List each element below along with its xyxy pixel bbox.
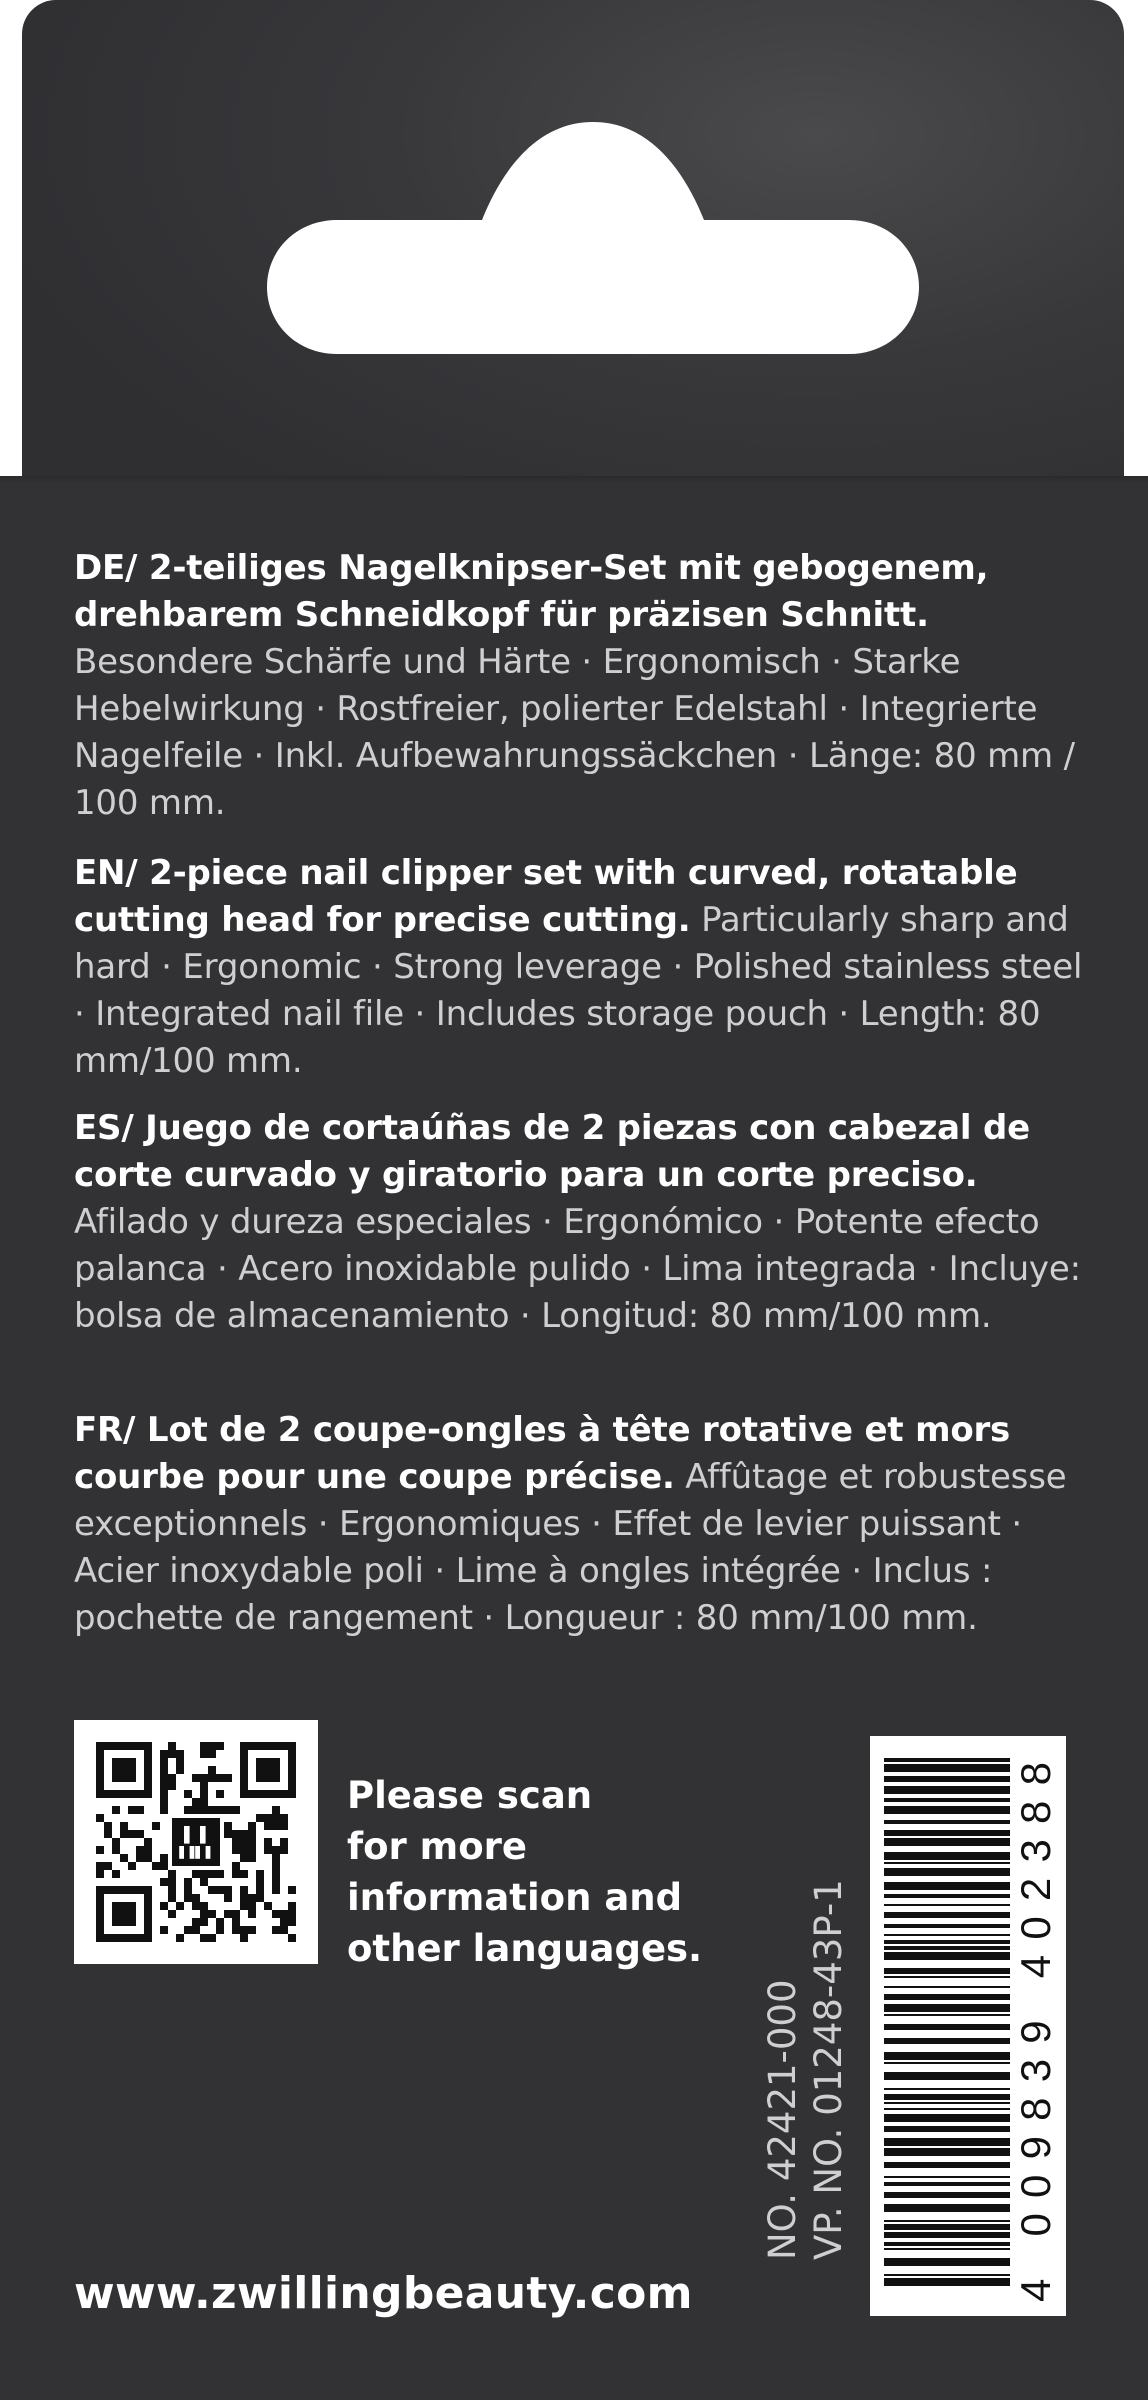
article-number: NO. 42421-000 bbox=[761, 1979, 804, 2260]
vp-number: VP. NO. 01248-43P-1 bbox=[807, 1879, 850, 2260]
scan-line-4: other languages. bbox=[347, 1927, 703, 1970]
barcode-digits: 4 009839 402388 bbox=[1012, 1762, 1059, 2302]
scan-line-3: information and bbox=[347, 1876, 683, 1919]
card-fold-edge bbox=[0, 476, 1148, 484]
description-en bbox=[74, 850, 1084, 1085]
qr-code-graphic bbox=[74, 1720, 318, 1964]
ean-barcode bbox=[870, 1736, 1066, 2316]
description-fr-body: Affûtage et robustesse exceptionnels · Ergonomiques · Effet de levier puissant · Acier inoxydable poli · Lime à ongles intégrée · Inclus : pochette de rangement · Longueur : 80 mm/100 mm. bbox=[74, 1457, 1067, 1638]
description-fr bbox=[74, 1407, 1084, 1642]
qr-code[interactable] bbox=[74, 1720, 318, 1964]
description-es-lead: ES/ Juego de cortaúñas de 2 piezas con cabezal de corte curvado y giratorio para un corte preciso. bbox=[74, 1108, 1031, 1195]
description-en-body: Particularly sharp and hard · Ergonomic · Strong leverage · Polished stainless steel · Integrated nail file · Includes storage pouch · Length: 80 mm/100 mm. bbox=[74, 900, 1083, 1081]
description-de bbox=[74, 545, 1084, 827]
scan-instructions bbox=[347, 1770, 717, 1974]
scan-line-1: Please scan bbox=[347, 1774, 593, 1817]
scan-line-2: for more bbox=[347, 1825, 527, 1868]
product-codes bbox=[760, 1879, 852, 2260]
description-fr-lead: FR/ Lot de 2 coupe-ongles à tête rotative et mors courbe pour une coupe précise. bbox=[74, 1410, 1011, 1497]
website-url[interactable]: www.zwillingbeauty.com bbox=[74, 2268, 693, 2319]
description-es-body: Afilado y dureza especiales · Ergonómico · Potente efecto palanca · Acero inoxidable pulido · Lima integrada · Incluye: bolsa de almacenamiento · Longitud: 80 mm/100 mm. bbox=[74, 1202, 1081, 1336]
description-en-lead: EN/ 2-piece nail clipper set with curved, rotatable cutting head for precise cutting. bbox=[74, 853, 1018, 940]
description-de-lead: DE/ 2-teiliges Nagelknipser-Set mit gebogenem, drehbarem Schneidkopf für präzisen Schnitt. bbox=[74, 548, 989, 635]
hang-hole bbox=[267, 122, 919, 354]
barcode-bars bbox=[870, 1736, 1066, 2316]
description-es bbox=[74, 1105, 1084, 1340]
description-de-body: Besondere Schärfe und Härte · Ergonomisch · Starke Hebelwirkung · Rostfreier, polierter Edelstahl · Integrierte Nagelfeile · Inkl. Aufbewahrungssäckchen · Länge: 80 mm / 100 mm. bbox=[74, 642, 1075, 823]
